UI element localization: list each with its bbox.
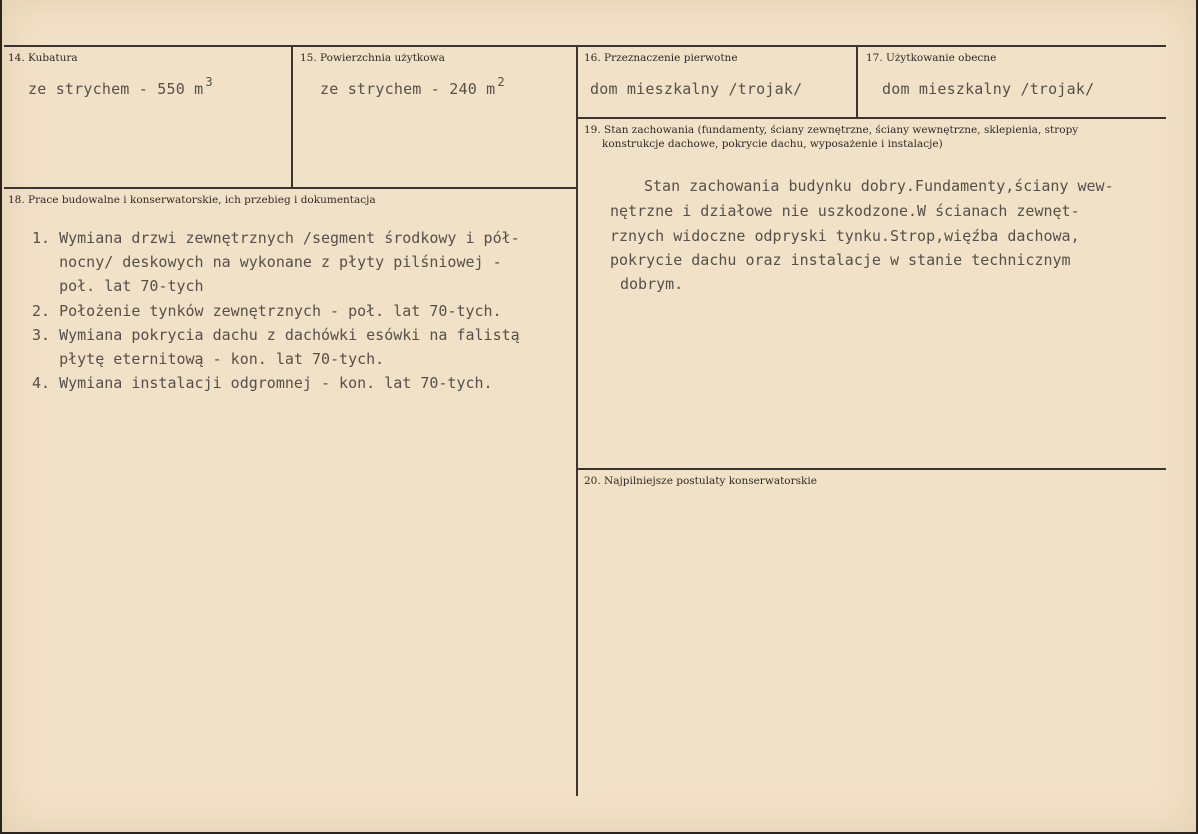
field18-line-2: nocny/ deskowych na wykonane z płyty pilśniowej - [32,253,502,271]
field14-value-text: ze strychem - 550 m [28,80,204,98]
field19-label-line2: konstrukcje dachowe, pokrycie dachu, wyposażenie i instalacje) [602,138,943,150]
field19-line-4: pokrycie dachu oraz instalacje w stanie technicznym [610,251,1071,269]
field14-value [28,75,213,98]
field15-value-text: ze strychem - 240 m [320,80,496,98]
field18-line-3: poł. lat 70-tych [32,277,204,295]
rule-above-20 [577,468,1166,470]
field17-value: dom mieszkalny /trojak/ [882,80,1095,98]
field19-line-5: dobrym. [620,275,684,293]
field17-label: 17. Użytkowanie obecne [866,52,997,64]
divider-main [576,46,578,796]
field18-line-1: 1. Wymiana drzwi zewnętrznych /segment środkowy i pół- [32,229,520,247]
field14-label: 14. Kubatura [8,52,78,64]
field19-label-line1: 19. Stan zachowania (fundamenty, ściany zewnętrzne, ściany wewnętrzne, sklepienia, stropy [584,124,1079,136]
field18-line-7: 4. Wymiana instalacji odgromnej - kon. lat 70-tych. [32,374,493,392]
rule-under-16-17 [577,117,1166,119]
field19-line-1: Stan zachowania budynku dobry.Fundamenty,ściany wew- [644,177,1114,195]
field16-label: 16. Przeznaczenie pierwotne [584,52,738,64]
top-rule [4,45,1166,47]
divider-14-15 [291,46,293,187]
field18-line-5: 3. Wymiana pokrycia dachu z dachówki esówki na falistą [32,326,520,344]
field15-label: 15. Powierzchnia użytkowa [300,52,445,64]
field15-value [320,75,505,98]
field18-line-6: płytę eternitową - kon. lat 70-tych. [32,350,385,368]
divider-16-17 [856,46,858,118]
field19-line-3: rznych widoczne odpryski tynku.Strop,więźba dachowa, [610,227,1080,245]
rule-under-14-15 [4,187,577,189]
field18-label: 18. Prace budowalne i konserwatorskie, ich przebieg i dokumentacja [8,194,376,206]
field20-label: 20. Najpilniejsze postulaty konserwatorskie [584,475,817,487]
field18-line-4: 2. Położenie tynków zewnętrznych - poł. lat 70-tych. [32,302,502,320]
field16-value: dom mieszkalny /trojak/ [590,80,803,98]
field15-unit-sup: 2 [497,75,505,89]
field19-line-2: nętrzne i działowe nie uszkodzone.W ścianach zewnęt- [610,202,1080,220]
record-card [2,0,1196,832]
field14-unit-sup: 3 [205,75,213,89]
